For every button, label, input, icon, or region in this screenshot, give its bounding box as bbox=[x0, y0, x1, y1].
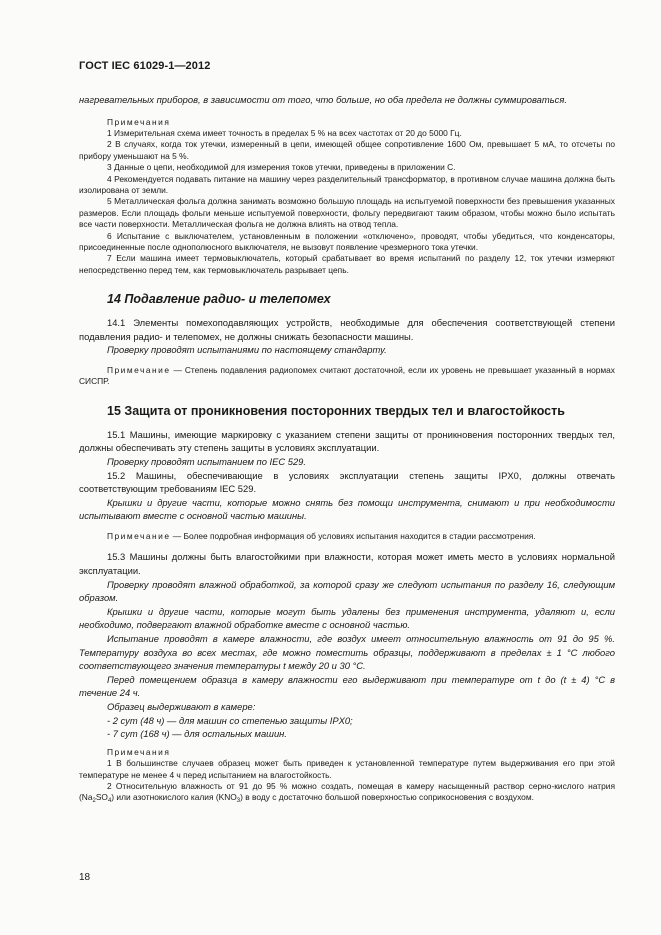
note bbox=[79, 531, 615, 542]
paragraph: 15.1 Машины, имеющие маркировку с указанием степени защиты от проникновения посторонних твердых тел, должны обеспечивать эту степень защиты в условиях эксплуатации. bbox=[79, 428, 615, 454]
paragraph-italic: Образец выдерживают в камере: bbox=[107, 700, 256, 712]
paragraph-italic: Крышки и другие части, которые можно снять без помощи инструмента, снимают и при необходимости испытывают вместе с основной частью машины. bbox=[79, 496, 615, 522]
subscript: 4 bbox=[107, 798, 112, 805]
note-text: ) или азотнокислого калия (KNO bbox=[111, 792, 237, 803]
notes-title: Примечания bbox=[107, 116, 171, 127]
note-item: 7 Если машина имеет термовыключатель, который срабатывает во время испытаний по разделу 12, ток утечки измеряют непосредственно перед тем, как термовыключатель разрывает цепь. bbox=[79, 253, 615, 275]
note-text: — Более подробная информация об условиях испытания находится в стадии рассмотрения. bbox=[170, 531, 536, 542]
note-item: 6 Испытание с выключателем, установленным в положении «отключено», проводят, чтобы убедиться, что конденсаторы, присоединенные после однополюсного выключателя, не вызовут появление чрезмерного тока утечки. bbox=[79, 230, 615, 253]
note-label: Примечание bbox=[107, 531, 171, 542]
page-number: 18 bbox=[79, 872, 91, 883]
note-item: 3 Данные о цепи, необходимой для измерения токов утечки, приведены в приложении С. bbox=[107, 162, 456, 173]
paragraph-check: Проверку проводят испытаниями по настоящему стандарту. bbox=[107, 344, 387, 356]
paragraph-italic: Проверку проводят влажной обработкой, за которой сразу же следуют испытания по разделу 16, следующим образом. bbox=[79, 578, 615, 604]
paragraph-italic: Испытание проводят в камере влажности, где воздух имеет относительную влажность от 91 до 95 %. Температуру воздуха во всех местах, где можно поместить образцы, поддерживают в пределах ± 1 °С любого соответствующего значения температуры t между 20 и 30 °С. bbox=[79, 633, 615, 672]
paragraph: 15.3 Машины должны быть влагостойкими при влажности, которая может иметь место в условиях нормальной эксплуатации. bbox=[79, 551, 615, 577]
paragraph-italic: Перед помещением образца в камеру влажности его выдерживают при температуре от t до (t ± 4) °С в течение 24 ч. bbox=[79, 673, 615, 699]
notes-title: Примечания bbox=[107, 746, 171, 757]
note-item: 1 В большинстве случаев образец может быть приведен к установленной температуре путем выдерживания его при этой температуре не менее 4 ч перед испытанием на влагостойкость. bbox=[79, 758, 615, 780]
note-text: 2 Относительную влажность от 91 до 95 % можно создать, помещая в камеру насыщенный раствор серно-кислого натрия (Na bbox=[79, 780, 615, 803]
paragraph: 15.2 Машины, обеспечивающие в условиях эксплуатации степень защиты IPX0, должны отвечать соответствующим требованиям IEC 529. bbox=[79, 469, 615, 495]
paragraph-check: Проверку проводят испытанием по IEC 529. bbox=[107, 456, 306, 468]
subscript: 3 bbox=[236, 798, 241, 805]
note-item bbox=[79, 781, 615, 804]
note-text: SO bbox=[95, 792, 108, 803]
note bbox=[79, 365, 615, 388]
note-text: — Степень подавления радиопомех считают достаточной, если их уровень не превышает указанный в нормах СИСПР. bbox=[79, 365, 615, 387]
section-14-title: 14 Подавление радио- и телепомех bbox=[107, 292, 331, 307]
paragraph-italic: Крышки и другие части, которые могут быть удалены без применения инструмента, удаляют и, если необходимо, подвергают влажной обработке вместе с основной частью. bbox=[79, 605, 615, 631]
note-label: Примечание bbox=[107, 365, 171, 376]
note-text: ) в воду с достаточно большой поверхностью соприкосновения с воздухом. bbox=[240, 792, 534, 803]
continuation-text: нагревательных приборов, в зависимости от того, что больше, но оба предела не должны суммироваться. bbox=[79, 94, 567, 105]
document-header: ГОСТ IEC 61029-1—2012 bbox=[79, 60, 211, 72]
note-item: 4 Рекомендуется подавать питание на машину через разделительный трансформатор, в противном случае машина должна быть изолирована от земли. bbox=[79, 173, 615, 196]
section-15-title: 15 Защита от проникновения посторонних твердых тел и влагостойкость bbox=[107, 403, 565, 418]
page-content bbox=[79, 93, 615, 804]
paragraph: 14.1 Элементы помехоподавляющих устройств, необходимые для обеспечения соответствующей степени подавления радио- и телепомех, не должны снижать безопасности машины. bbox=[79, 317, 615, 342]
note-item: 1 Измерительная схема имеет точность в пределах 5 % на всех частотах от 20 до 5000 Гц. bbox=[107, 128, 462, 138]
subscript: 2 bbox=[92, 798, 96, 805]
dash-item: - 7 сут (168 ч) — для остальных машин. bbox=[107, 728, 287, 740]
dash-item: - 2 сут (48 ч) — для машин со степенью защиты IPX0; bbox=[107, 714, 353, 726]
note-item: 2 В случаях, когда ток утечки, измеренный в цепи, имеющей общее сопротивление 1600 Ом, превышает 5 мА, то отсчеты по прибору уменьшают на 5 %. bbox=[79, 139, 615, 161]
note-item: 5 Металлическая фольга должна занимать возможно большую площадь на испытуемой поверхности без превышения указанных размеров. Если площадь фольги меньше испытуемой поверхности, фольгу передвигают таким образом, чтобы можно было испытать все части поверхности. Металлическая фольга не должна влиять на отвод тепла. bbox=[79, 196, 615, 230]
